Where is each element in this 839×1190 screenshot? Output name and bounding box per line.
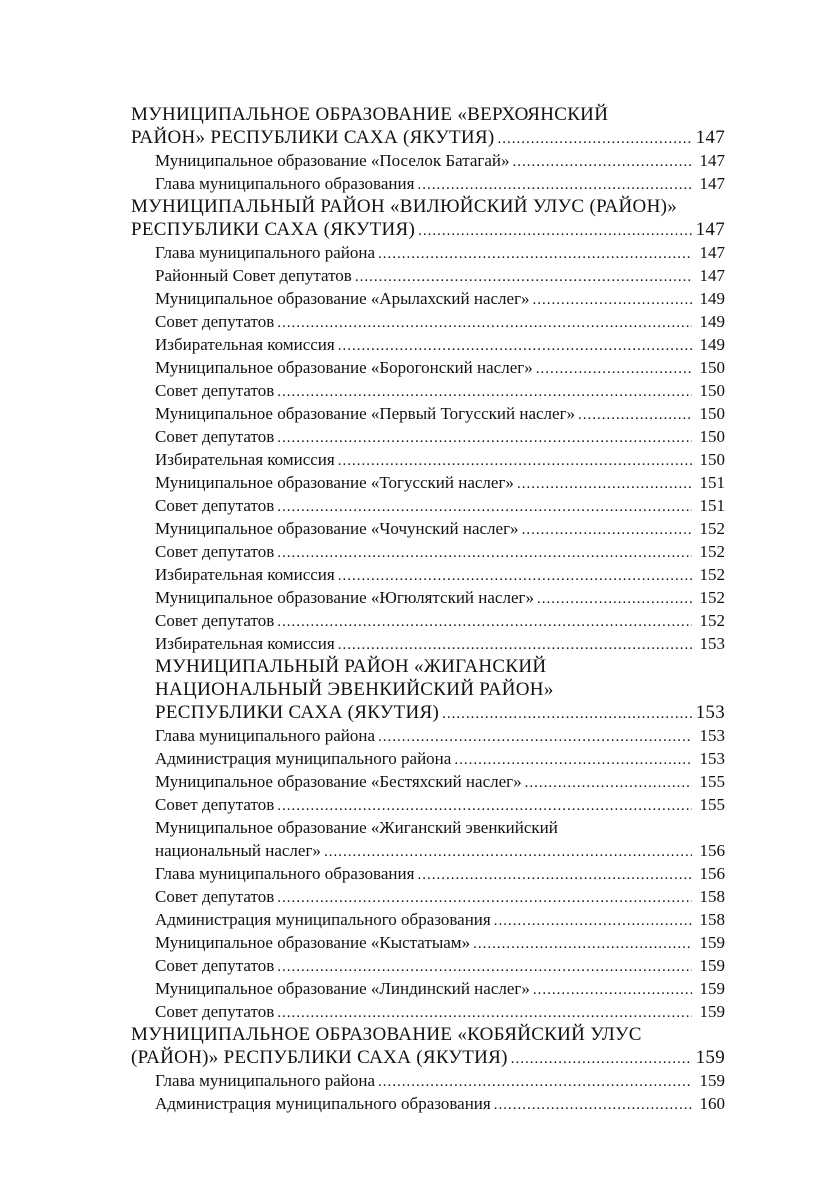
toc-entry-title: Избирательная комиссия — [155, 565, 335, 584]
page-number: 147 — [699, 174, 725, 193]
toc-entry-line — [131, 310, 725, 333]
toc-entry-line — [131, 103, 725, 126]
page-number: 155 — [699, 795, 725, 814]
toc-entry-line — [131, 586, 725, 609]
dot-leader — [277, 540, 692, 565]
toc-entry-line — [131, 701, 725, 724]
page-number: 153 — [695, 702, 725, 723]
toc-entry-line — [131, 241, 725, 264]
toc-entry[interactable] — [131, 724, 725, 747]
page-number: 155 — [699, 772, 725, 791]
dot-leader — [454, 747, 692, 772]
toc-entry-title: Совет депутатов — [155, 381, 275, 400]
dot-leader — [277, 793, 692, 818]
page-number: 150 — [699, 450, 725, 469]
dot-leader — [522, 517, 692, 542]
toc-entry-title: НАЦИОНАЛЬНЫЙ ЭВЕНКИЙСКИЙ РАЙОН» — [155, 679, 554, 700]
toc-entry[interactable] — [131, 149, 725, 172]
toc-entry[interactable] — [131, 1000, 725, 1023]
toc-entry-line — [131, 954, 725, 977]
toc-section-entry[interactable] — [131, 103, 725, 149]
dot-leader — [418, 218, 692, 243]
page-number: 159 — [699, 1002, 725, 1021]
dot-leader — [525, 770, 692, 795]
toc-entry[interactable] — [131, 356, 725, 379]
toc-entry[interactable] — [131, 954, 725, 977]
toc-entry-title: Муниципальное образование «Жиганский эвенкийский — [155, 818, 558, 837]
toc-entry[interactable] — [131, 1069, 725, 1092]
toc-entry-title: Муниципальное образование «Первый Тогусский наслег» — [155, 404, 576, 423]
page-number: 160 — [699, 1094, 725, 1113]
toc-entry-title: МУНИЦИПАЛЬНЫЙ РАЙОН «ЖИГАНСКИЙ — [155, 656, 547, 677]
toc-entry-line — [131, 724, 725, 747]
dot-leader — [355, 264, 692, 289]
toc-entry-title: Муниципальное образование «Тогусский наслег» — [155, 473, 514, 492]
toc-entry[interactable] — [131, 517, 725, 540]
toc-entry-title: МУНИЦИПАЛЬНОЕ ОБРАЗОВАНИЕ «КОБЯЙСКИЙ УЛУС — [131, 1024, 642, 1045]
toc-entry-title: Муниципальное образование «Югюлятский наслег» — [155, 588, 534, 607]
toc-entry-line — [131, 632, 725, 655]
page-number: 156 — [699, 864, 725, 883]
toc-entry[interactable] — [131, 287, 725, 310]
dot-leader — [277, 609, 692, 634]
page-number: 158 — [699, 910, 725, 929]
dot-leader — [338, 563, 692, 588]
toc-entry-title: Муниципальное образование «Бестяхский наслег» — [155, 772, 522, 791]
toc-entry-title: РАЙОН» РЕСПУБЛИКИ САХА (ЯКУТИЯ) — [131, 127, 495, 148]
toc-entry[interactable] — [131, 241, 725, 264]
page-number: 147 — [699, 266, 725, 285]
toc-entry[interactable] — [131, 333, 725, 356]
toc-entry-line — [131, 1092, 725, 1115]
dot-leader — [324, 839, 692, 864]
toc-entry-line — [131, 839, 725, 862]
dot-leader — [473, 931, 692, 956]
toc-entry[interactable] — [131, 770, 725, 793]
toc-entry-title: Муниципальное образование «Поселок Батагай» — [155, 151, 510, 170]
toc-entry-line — [131, 931, 725, 954]
dot-leader — [338, 632, 692, 657]
toc-entry-line — [131, 356, 725, 379]
toc-entry-line — [131, 1000, 725, 1023]
page-number: 147 — [699, 151, 725, 170]
page-number: 149 — [699, 312, 725, 331]
toc-entry[interactable] — [131, 310, 725, 333]
toc-entry-title: Администрация муниципального образования — [155, 910, 491, 929]
toc-entry-line — [131, 425, 725, 448]
toc-entry-line — [131, 885, 725, 908]
toc-entry[interactable] — [131, 586, 725, 609]
dot-leader — [442, 701, 692, 726]
toc-entry-title: Администрация муниципального образования — [155, 1094, 491, 1113]
toc-entry[interactable] — [131, 563, 725, 586]
page-number: 149 — [699, 335, 725, 354]
toc-entry-title: Избирательная комиссия — [155, 634, 335, 653]
toc-entry-title: Муниципальное образование «Линдинский наслег» — [155, 979, 530, 998]
page-number: 150 — [699, 358, 725, 377]
page-number: 153 — [699, 749, 725, 768]
dot-leader — [498, 126, 693, 151]
dot-leader — [378, 1069, 692, 1094]
toc-entry-line — [131, 816, 725, 839]
toc-entry-line — [131, 1046, 725, 1069]
toc-entry-title: Глава муниципального района — [155, 1071, 376, 1090]
page-number: 151 — [699, 496, 725, 515]
toc-entry[interactable] — [131, 885, 725, 908]
toc-entry-line — [131, 126, 725, 149]
toc-entry-line — [131, 977, 725, 1000]
dot-leader — [277, 379, 692, 404]
dot-leader — [494, 1092, 692, 1117]
toc-entry-line — [131, 747, 725, 770]
dot-leader — [277, 1000, 692, 1025]
page-number: 147 — [699, 243, 725, 262]
page-number: 150 — [699, 404, 725, 423]
toc-section-entry[interactable] — [131, 1023, 725, 1069]
page-number: 159 — [699, 956, 725, 975]
toc-entry-title: Совет депутатов — [155, 542, 275, 561]
page-number: 158 — [699, 887, 725, 906]
toc-entry-line — [131, 793, 725, 816]
toc-entry[interactable] — [131, 264, 725, 287]
dot-leader — [513, 149, 692, 174]
toc-entry[interactable] — [131, 471, 725, 494]
toc-entry-line — [131, 333, 725, 356]
table-of-contents — [131, 103, 725, 1115]
page-number: 151 — [699, 473, 725, 492]
page-number: 150 — [699, 381, 725, 400]
dot-leader — [578, 402, 692, 427]
toc-entry-title: Избирательная комиссия — [155, 335, 335, 354]
dot-leader — [277, 425, 692, 450]
page-number: 149 — [699, 289, 725, 308]
dot-leader — [536, 356, 692, 381]
toc-entry-line — [131, 862, 725, 885]
toc-entry[interactable] — [131, 816, 725, 862]
toc-entry-title: РЕСПУБЛИКИ САХА (ЯКУТИЯ) — [131, 219, 416, 240]
toc-entry-title: МУНИЦИПАЛЬНЫЙ РАЙОН «ВИЛЮЙСКИЙ УЛУС (РАЙОН)» — [131, 196, 678, 217]
toc-entry-title: РЕСПУБЛИКИ САХА (ЯКУТИЯ) — [155, 702, 440, 723]
toc-entry-line — [131, 287, 725, 310]
page-number: 159 — [695, 1047, 725, 1068]
dot-leader — [517, 471, 692, 496]
page-number: 152 — [699, 519, 725, 538]
toc-entry-line — [131, 494, 725, 517]
toc-entry[interactable] — [131, 402, 725, 425]
toc-entry[interactable] — [131, 609, 725, 632]
toc-entry[interactable] — [131, 632, 725, 655]
toc-entry[interactable] — [131, 172, 725, 195]
dot-leader — [494, 908, 692, 933]
toc-entry-line — [131, 264, 725, 287]
toc-entry-line — [131, 1069, 725, 1092]
toc-entry[interactable] — [131, 862, 725, 885]
dot-leader — [417, 172, 692, 197]
toc-entry-title: МУНИЦИПАЛЬНОЕ ОБРАЗОВАНИЕ «ВЕРХОЯНСКИЙ — [131, 104, 609, 125]
page-number: 159 — [699, 1071, 725, 1090]
toc-entry-line — [131, 908, 725, 931]
toc-entry[interactable] — [131, 977, 725, 1000]
toc-entry-title: Совет депутатов — [155, 611, 275, 630]
toc-section-entry[interactable] — [131, 195, 725, 241]
page-number: 147 — [695, 127, 725, 148]
dot-leader — [417, 862, 692, 887]
toc-entry[interactable] — [131, 425, 725, 448]
toc-entry-title: Глава муниципального образования — [155, 174, 415, 193]
toc-entry[interactable] — [131, 494, 725, 517]
toc-entry-line — [131, 172, 725, 195]
dot-leader — [277, 310, 692, 335]
page-number: 152 — [699, 588, 725, 607]
dot-leader — [533, 977, 692, 1002]
toc-entry-line — [131, 655, 725, 678]
toc-entry[interactable] — [131, 747, 725, 770]
dot-leader — [537, 586, 692, 611]
dot-leader — [277, 885, 692, 910]
toc-entry-line — [131, 540, 725, 563]
toc-entry[interactable] — [131, 448, 725, 471]
page-number: 147 — [695, 219, 725, 240]
toc-entry-title: Совет депутатов — [155, 956, 275, 975]
toc-entry-title: Совет депутатов — [155, 427, 275, 446]
toc-entry-title: Совет депутатов — [155, 496, 275, 515]
toc-entry-title: Глава муниципального образования — [155, 864, 415, 883]
toc-entry[interactable] — [131, 379, 725, 402]
toc-entry-line — [131, 609, 725, 632]
toc-entry-line — [131, 149, 725, 172]
toc-entry-title: Глава муниципального района — [155, 726, 376, 745]
toc-entry-title: (РАЙОН)» РЕСПУБЛИКИ САХА (ЯКУТИЯ) — [131, 1047, 508, 1068]
dot-leader — [378, 724, 692, 749]
toc-entry[interactable] — [131, 931, 725, 954]
toc-entry-line — [131, 448, 725, 471]
toc-entry-line — [131, 195, 725, 218]
toc-entry-title: Муниципальное образование «Кыстатыам» — [155, 933, 471, 952]
toc-entry-line — [131, 402, 725, 425]
page-number: 150 — [699, 427, 725, 446]
toc-entry-title: Совет депутатов — [155, 795, 275, 814]
toc-entry-title: Совет депутатов — [155, 887, 275, 906]
toc-entry-line — [131, 517, 725, 540]
dot-leader — [338, 448, 692, 473]
dot-leader — [338, 333, 692, 358]
page-number: 153 — [699, 634, 725, 653]
page-number: 159 — [699, 979, 725, 998]
toc-entry-line — [131, 218, 725, 241]
toc-entry[interactable] — [131, 1092, 725, 1115]
page-number: 159 — [699, 933, 725, 952]
dot-leader — [277, 494, 692, 519]
toc-entry-title: Районный Совет депутатов — [155, 266, 352, 285]
page-number: 152 — [699, 565, 725, 584]
toc-entry-line — [131, 770, 725, 793]
toc-entry[interactable] — [131, 793, 725, 816]
toc-entry-line — [131, 379, 725, 402]
toc-entry-line — [131, 563, 725, 586]
page-number: 152 — [699, 542, 725, 561]
toc-entry-title: Администрация муниципального района — [155, 749, 452, 768]
toc-entry-line — [131, 678, 725, 701]
toc-entry-title: Муниципальное образование «Борогонский наслег» — [155, 358, 533, 377]
toc-entry-title: Муниципальное образование «Чочунский наслег» — [155, 519, 519, 538]
toc-entry[interactable] — [131, 540, 725, 563]
toc-entry-title: Глава муниципального района — [155, 243, 376, 262]
page-number: 152 — [699, 611, 725, 630]
toc-entry-title: Избирательная комиссия — [155, 450, 335, 469]
dot-leader — [277, 954, 692, 979]
toc-entry-title: Совет депутатов — [155, 1002, 275, 1021]
dot-leader — [511, 1046, 692, 1071]
toc-entry-line — [131, 471, 725, 494]
dot-leader — [533, 287, 692, 312]
toc-entry-title: Совет депутатов — [155, 312, 275, 331]
page-number: 153 — [699, 726, 725, 745]
page-number: 156 — [699, 841, 725, 860]
toc-entry[interactable] — [131, 908, 725, 931]
toc-section-entry[interactable] — [131, 655, 725, 724]
toc-entry-line — [131, 1023, 725, 1046]
toc-entry-title: национальный наслег» — [155, 841, 321, 860]
toc-entry-title: Муниципальное образование «Арылахский наслег» — [155, 289, 530, 308]
dot-leader — [378, 241, 692, 266]
